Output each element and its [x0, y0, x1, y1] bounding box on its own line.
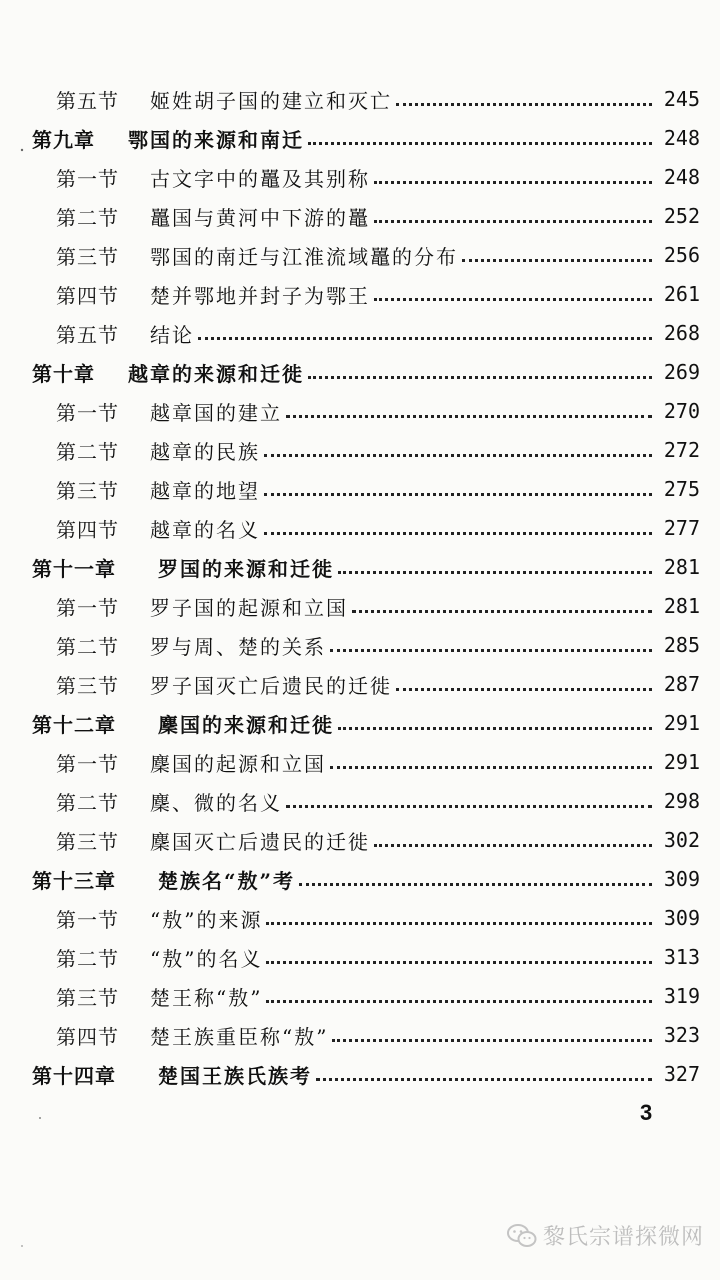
entry-title: 越章的地望	[150, 478, 260, 503]
entry-page: 269	[663, 360, 700, 384]
entry-page: 291	[663, 711, 700, 735]
entry-page: 270	[663, 399, 700, 423]
entry-title: 麇、微的名义	[150, 790, 282, 815]
entry-page: 319	[663, 984, 700, 1008]
entry-title: 鼉国与黄河中下游的鼉	[150, 205, 370, 230]
entry-page: 323	[663, 1023, 700, 1047]
entry-label: 第九章	[32, 127, 95, 152]
entry-title: 罗国的来源和迁徙	[158, 556, 334, 581]
entry-label: 第三节	[56, 244, 119, 269]
entry-title: 楚国王族氏族考	[158, 1063, 312, 1088]
entry-page: 252	[663, 204, 700, 228]
entry-title: 楚王族重臣称“敖”	[150, 1024, 329, 1049]
entry-title: 楚王称“敖”	[150, 985, 263, 1010]
entry-page: 287	[663, 672, 700, 696]
entry-label: 第一节	[56, 166, 119, 191]
entry-title: 越章国的建立	[150, 400, 282, 425]
entry-title: “敖”的名义	[150, 946, 263, 971]
entry-title: 罗与周、楚的关系	[150, 634, 326, 659]
page-number: 3	[640, 1100, 653, 1125]
entry-title: 楚并鄂地并封子为鄂王	[150, 283, 370, 308]
entry-label: 第四节	[56, 283, 119, 308]
entry-page: 248	[663, 165, 700, 189]
entry-page: 275	[663, 477, 700, 501]
entry-label: 第四节	[56, 517, 119, 542]
entry-title: 罗子国的起源和立国	[150, 595, 348, 620]
entry-page: 298	[663, 789, 700, 813]
entry-page: 277	[663, 516, 700, 540]
entry-title: 古文字中的鼉及其别称	[150, 166, 370, 191]
entry-label: 第三节	[56, 478, 119, 503]
entry-label: 第一节	[56, 907, 119, 932]
entry-label: 第一节	[56, 751, 119, 776]
entry-title: 鄂国的来源和南迁	[128, 127, 304, 152]
entry-title: 罗子国灭亡后遗民的迁徙	[150, 673, 392, 698]
entry-page: 281	[663, 594, 700, 618]
entry-label: 第三节	[56, 673, 119, 698]
entry-page: 245	[663, 87, 700, 111]
entry-page: 268	[663, 321, 700, 345]
entry-label: 第二节	[56, 439, 119, 464]
entry-page: 291	[663, 750, 700, 774]
entry-label: 第二节	[56, 205, 119, 230]
entry-page: 272	[663, 438, 700, 462]
entry-label: 第十四章	[32, 1063, 116, 1088]
entry-page: 256	[663, 243, 700, 267]
entry-title: “敖”的来源	[150, 907, 263, 932]
entry-title: 麇国的来源和迁徙	[158, 712, 334, 737]
entry-page: 309	[663, 906, 700, 930]
entry-title: 麇国的起源和立国	[150, 751, 326, 776]
entry-label: 第五节	[56, 88, 119, 113]
entry-label: 第四节	[56, 1024, 119, 1049]
entry-label: 第二节	[56, 634, 119, 659]
entry-label: 第十一章	[32, 556, 116, 581]
watermark-text: 黎氏宗谱探微网	[542, 1225, 704, 1250]
entry-page: 313	[663, 945, 700, 969]
entry-page: 248	[663, 126, 700, 150]
entry-label: 第二节	[56, 946, 119, 971]
entry-title: 越章的名义	[150, 517, 260, 542]
entry-label: 第十二章	[32, 712, 116, 737]
entry-label: 第三节	[56, 829, 119, 854]
entry-page: 309	[663, 867, 700, 891]
entry-label: 第三节	[56, 985, 119, 1010]
entry-title: 鄂国的南迁与江淮流域鼉的分布	[150, 244, 458, 269]
entry-title: 麇国灭亡后遗民的迁徙	[150, 829, 370, 854]
entry-page: 261	[663, 282, 700, 306]
entry-title: 楚族名“敖”考	[158, 868, 296, 893]
entry-label: 第十章	[32, 361, 95, 386]
entry-label: 第十三章	[32, 868, 116, 893]
entry-page: 281	[663, 555, 700, 579]
entry-title: 结论	[150, 322, 194, 347]
entry-label: 第五节	[56, 322, 119, 347]
entry-label: 第二节	[56, 790, 119, 815]
entry-page: 285	[663, 633, 700, 657]
entry-label: 第一节	[56, 400, 119, 425]
entry-page: 327	[663, 1062, 700, 1086]
entry-title: 越章的来源和迁徙	[128, 361, 304, 386]
entry-label: 第一节	[56, 595, 119, 620]
entry-page: 302	[663, 828, 700, 852]
entry-title: 越章的民族	[150, 439, 260, 464]
entry-title: 姬姓胡子国的建立和灭亡	[150, 88, 392, 113]
